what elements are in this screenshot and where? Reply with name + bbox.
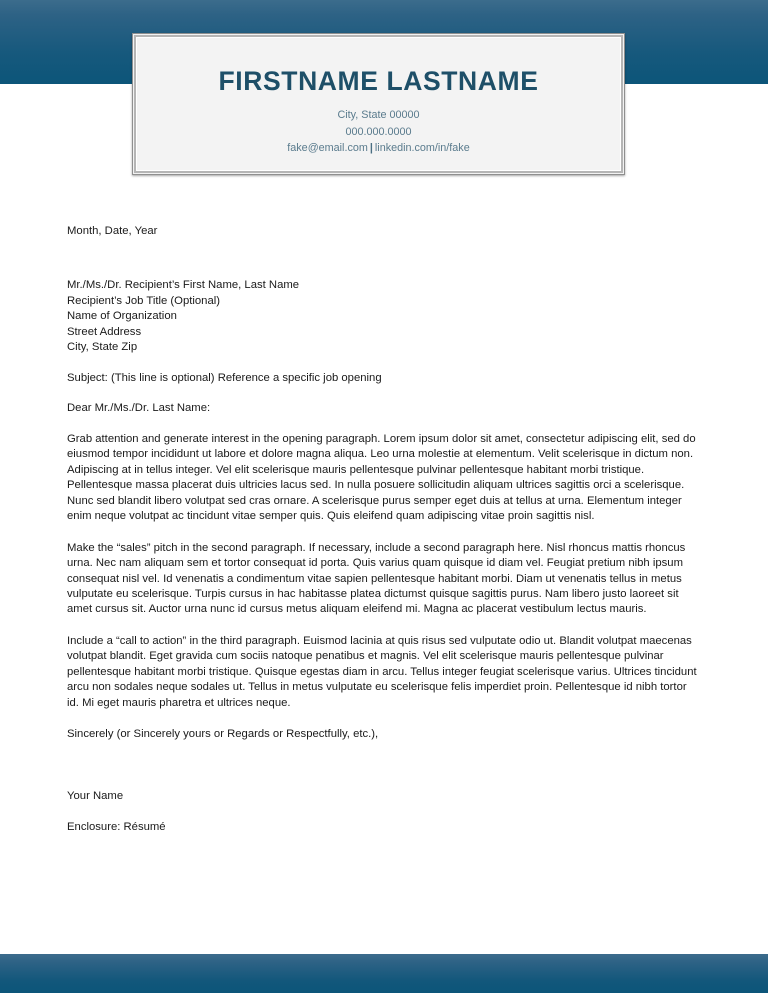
- recipient-city-state-zip: City, State Zip: [67, 341, 138, 354]
- letter-subject: Subject: (This line is optional) Reference a specific job opening: [67, 371, 382, 384]
- contact-separator: |: [369, 142, 373, 155]
- spacer-after-paragraph-2: [67, 618, 699, 634]
- letter-date: Month, Date, Year: [67, 225, 158, 237]
- recipient-organization: Name of Organization: [67, 310, 177, 323]
- email-link[interactable]: fake@email.com: [287, 142, 368, 155]
- letter-body: [67, 224, 699, 836]
- header-name-card-inner: [136, 37, 621, 171]
- spacer-after-address: [67, 356, 699, 371]
- spacer-after-date: [67, 239, 699, 278]
- recipient-name: Mr./Ms./Dr. Recipient’s First Name, Last Name: [67, 279, 300, 292]
- signature-name: Your Name: [67, 789, 124, 802]
- spacer-after-salutation: [67, 417, 699, 432]
- contact-location: City, State 00000: [337, 108, 420, 121]
- spacer-after-signature: [67, 804, 699, 820]
- spacer-after-paragraph-3: [67, 711, 699, 727]
- linkedin-link[interactable]: linkedin.com/in/fake: [374, 142, 470, 155]
- bottom-decorative-band: [0, 954, 768, 993]
- enclosure-note: Enclosure: Résumé: [67, 821, 166, 834]
- letter-salutation: Dear Mr./Ms./Dr. Last Name:: [67, 402, 211, 415]
- recipient-job-title: Recipient’s Job Title (Optional): [67, 294, 220, 307]
- letter-closing: Sincerely (or Sincerely yours or Regards or Respectfully, etc.),: [67, 728, 379, 741]
- recipient-street-address: Street Address: [67, 325, 142, 338]
- page-title: FIRSTNAME LASTNAME: [218, 66, 539, 96]
- spacer-after-subject: [67, 386, 699, 401]
- letter-paragraph-3: Include a “call to action” in the third paragraph. Euismod lacinia at quis risus sed vulputate odio ut. Blandit volutpat maecenas volutpat blandit. Eget gravida cum sociis natoque penatibus et magnis. Vel elit scelerisque mauris pellentesque pulvinar pellentesque habitant morbi tristique. Quisque egestas diam in arcu. Tellus integer feugiat scelerisque varius. Ultrices tincidunt arcu non sodales neque sodales ut. Tellus in metus vulputate eu scelerisque felis imperdiet proin. Pellentesque id nibh tortor id. Mi eget mauris pharetra et ultrices neque.: [67, 634, 697, 709]
- letter-paragraph-2: Make the “sales” pitch in the second paragraph. If necessary, include a second paragraph here. Nisl rhoncus mattis rhoncus urna. Nec nam aliquam sem et tortor consequat id porta. Quis varius quam quisque id diam vel. Feugiat pretium nibh ipsum consequat nisl vel. Id venenatis a condimentum vitae sapien pellentesque habitant morbi. Diam ut venenatis tellus in metus vulputate eu scelerisque. Turpis cursus in hac habitasse platea dictumst quisque sagittis purus. Nam libero justo laoreet sit amet cursus sit. Auctor urna nunc id cursus metus aliquam eleifend mi. Magna ac placerat vestibulum lectus mauris.: [67, 541, 686, 616]
- spacer-after-paragraph-1: [67, 525, 699, 541]
- letter-paragraph-1: Grab attention and generate interest in the opening paragraph. Lorem ipsum dolor sit amet, consectetur adipiscing elit, sed do eiusmod tempor incididunt ut labore et dolore magna aliqua. Leo urna molestie at elementum. Velit scelerisque in dictum non. Adipiscing at in tellus integer. Vel elit scelerisque mauris pellentesque pulvinar pellentesque habitant morbi tristique. Pellentesque massa placerat duis ultricies lacus sed. In nulla posuere sollicitudin aliquam ultrices sagittis orci a scelerisque. Nunc sed blandit libero volutpat sed cras ornare. A scelerisque purus semper eget duis at tellus at urna. Elementum integer enim neque volutpat ac tincidunt vitae semper quis. Quis eleifend quam adipiscing vitae proin sagittis nisl.: [67, 432, 696, 523]
- contact-phone: 000.000.0000: [345, 125, 412, 138]
- header-name-card: [132, 33, 625, 175]
- contact-email-linkedin: [287, 140, 469, 157]
- signature-space: [67, 743, 699, 789]
